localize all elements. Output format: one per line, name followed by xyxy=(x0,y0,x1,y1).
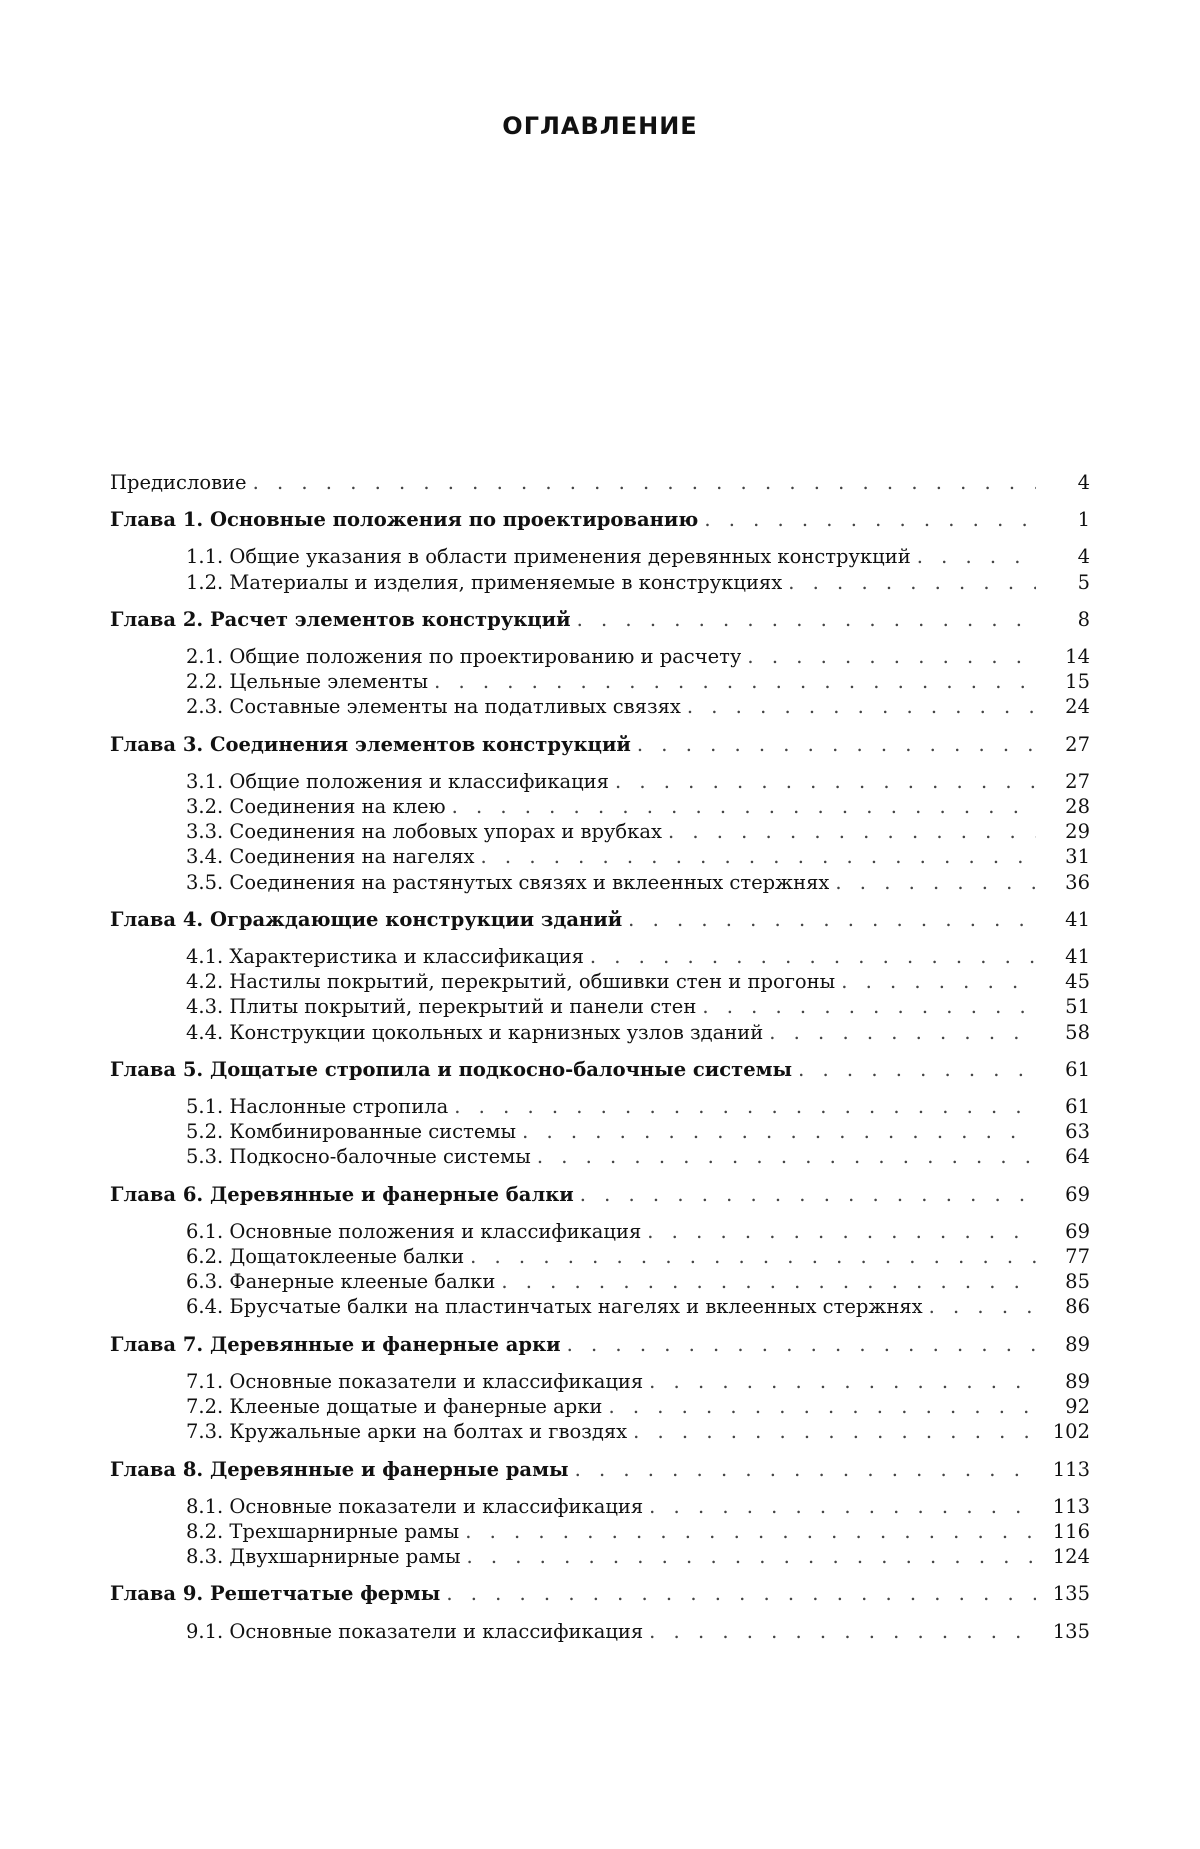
toc-section xyxy=(110,1494,1090,1519)
toc-section xyxy=(110,794,1090,819)
toc-entry-label: 6.1. Основные положения и классификация xyxy=(186,1219,642,1243)
toc-entry-label: 5.1. Наслонные стропила xyxy=(186,1095,449,1119)
toc-chapter xyxy=(110,1457,1090,1482)
toc-entry-label: 4.2. Настилы покрытий, перекрытий, обшивки стен и прогоны xyxy=(186,970,836,994)
dot-leader xyxy=(798,1057,1036,1082)
dot-leader xyxy=(466,1544,1036,1569)
toc-page-number: 64 xyxy=(1065,1145,1090,1169)
dot-leader xyxy=(835,870,1036,895)
toc-page-number: 86 xyxy=(1065,1295,1090,1319)
toc-chapter xyxy=(110,1581,1090,1606)
toc-entry-label: 3.1. Общие положения и классификация xyxy=(186,769,609,793)
dot-leader xyxy=(917,544,1036,569)
dot-leader xyxy=(577,607,1036,632)
dot-leader xyxy=(788,570,1036,595)
toc-section xyxy=(110,1119,1090,1144)
toc-section xyxy=(110,1020,1090,1045)
toc-section xyxy=(110,1094,1090,1119)
dot-leader xyxy=(470,1244,1036,1269)
toc-page-number: 41 xyxy=(1065,907,1090,931)
toc-section xyxy=(110,769,1090,794)
dot-leader xyxy=(687,694,1036,719)
toc-section xyxy=(110,1244,1090,1269)
toc-entry-label: Глава 6. Деревянные и фанерные балки xyxy=(110,1182,574,1206)
toc-entry-label: 4.4. Конструкции цокольных и карнизных узлов зданий xyxy=(186,1020,764,1044)
toc-page-number: 15 xyxy=(1065,670,1090,694)
dot-leader xyxy=(628,907,1036,932)
dot-leader xyxy=(702,994,1036,1019)
dot-leader xyxy=(501,1269,1036,1294)
toc-entry-label: Глава 8. Деревянные и фанерные рамы xyxy=(110,1457,569,1481)
dot-leader xyxy=(637,732,1036,757)
toc-section xyxy=(110,570,1090,595)
toc-entry-label: Глава 4. Ограждающие конструкции зданий xyxy=(110,907,623,931)
dot-leader xyxy=(668,819,1036,844)
toc-section xyxy=(110,944,1090,969)
toc-chapter xyxy=(110,732,1090,757)
dot-leader xyxy=(446,1581,1036,1606)
dot-leader xyxy=(465,1519,1036,1544)
toc-entry-label: 7.3. Кружальные арки на болтах и гвоздях xyxy=(186,1420,628,1444)
toc-page-number: 135 xyxy=(1052,1619,1090,1643)
toc-page-number: 135 xyxy=(1052,1582,1090,1606)
toc-entry-label: Глава 3. Соединения элементов конструкций xyxy=(110,732,631,756)
toc-page-number: 113 xyxy=(1052,1457,1090,1481)
dot-leader xyxy=(769,1020,1036,1045)
toc-section xyxy=(110,994,1090,1019)
toc-entry-label: 7.2. Клееные дощатые и фанерные арки xyxy=(186,1395,603,1419)
toc-entry-label: 1.1. Общие указания в области применения деревянных конструкций xyxy=(186,545,911,569)
dot-leader xyxy=(253,470,1036,495)
toc-entry-label: 8.3. Двухшарнирные рамы xyxy=(186,1545,461,1569)
toc-section xyxy=(110,1544,1090,1569)
toc-section xyxy=(110,1519,1090,1544)
toc-chapter xyxy=(110,607,1090,632)
dot-leader xyxy=(590,944,1036,969)
toc-section xyxy=(110,644,1090,669)
toc-section xyxy=(110,870,1090,895)
toc-section xyxy=(110,1219,1090,1244)
toc-page-number: 58 xyxy=(1065,1020,1090,1044)
toc-chapters xyxy=(110,507,1090,1644)
toc-entry-label: 3.3. Соединения на лобовых упорах и врубках xyxy=(186,820,662,844)
toc-entry-label: 6.4. Брусчатые балки на пластинчатых нагелях и вклеенных стержнях xyxy=(186,1295,923,1319)
toc-entry-label: 4.1. Характеристика и классификация xyxy=(186,945,584,969)
dot-leader xyxy=(649,1494,1036,1519)
toc-chapter xyxy=(110,1332,1090,1357)
dot-leader xyxy=(454,1094,1036,1119)
toc-page-number: 27 xyxy=(1065,732,1090,756)
toc-section xyxy=(110,1394,1090,1419)
toc-entry-label: 6.3. Фанерные клееные балки xyxy=(186,1270,496,1294)
toc-section xyxy=(110,1269,1090,1294)
dot-leader xyxy=(522,1119,1036,1144)
toc-section xyxy=(110,1369,1090,1394)
toc-entry-label: 1.2. Материалы и изделия, применяемые в конструкциях xyxy=(186,570,783,594)
toc-page-number: 61 xyxy=(1065,1057,1090,1081)
toc-page-number: 8 xyxy=(1077,607,1090,631)
toc-entry-label: 2.3. Составные элементы на податливых связях xyxy=(186,695,681,719)
toc-page-number: 1 xyxy=(1077,508,1090,532)
toc-page-number: 69 xyxy=(1065,1182,1090,1206)
toc-entry-label: 3.4. Соединения на нагелях xyxy=(186,845,475,869)
dot-leader xyxy=(704,507,1036,532)
toc-page-number: 51 xyxy=(1065,995,1090,1019)
dot-leader xyxy=(575,1457,1036,1482)
dot-leader xyxy=(608,1394,1036,1419)
toc-chapter xyxy=(110,507,1090,532)
toc-entry-label: Глава 7. Деревянные и фанерные арки xyxy=(110,1332,561,1356)
dot-leader xyxy=(649,1619,1036,1644)
toc-page-number: 89 xyxy=(1065,1332,1090,1356)
toc-page-number: 124 xyxy=(1052,1545,1090,1569)
toc-section xyxy=(110,969,1090,994)
dot-leader xyxy=(633,1419,1036,1444)
toc-entry-label: 9.1. Основные показатели и классификация xyxy=(186,1619,644,1643)
dot-leader xyxy=(747,644,1036,669)
toc-section xyxy=(110,694,1090,719)
toc-page-number: 102 xyxy=(1052,1420,1090,1444)
dot-leader xyxy=(580,1182,1036,1207)
toc-page-number: 29 xyxy=(1065,820,1090,844)
dot-leader xyxy=(452,794,1036,819)
toc-entry-label: 5.3. Подкосно-балочные системы xyxy=(186,1145,531,1169)
toc-page-number: 41 xyxy=(1065,945,1090,969)
toc-page-number: 89 xyxy=(1065,1369,1090,1393)
toc-page-number: 5 xyxy=(1077,570,1090,594)
toc-page-number: 69 xyxy=(1065,1219,1090,1243)
dot-leader xyxy=(649,1369,1036,1394)
toc-page-number: 28 xyxy=(1065,795,1090,819)
toc-section xyxy=(110,544,1090,569)
toc-entry-label: Глава 2. Расчет элементов конструкций xyxy=(110,607,571,631)
toc-page-number: 92 xyxy=(1065,1395,1090,1419)
toc-entry-label: Глава 5. Дощатые стропила и подкосно-балочные системы xyxy=(110,1057,793,1081)
table-of-contents xyxy=(110,470,1090,1644)
toc-entry-label: Предисловие xyxy=(110,471,247,494)
dot-leader xyxy=(615,769,1036,794)
toc-page-number: 63 xyxy=(1065,1120,1090,1144)
toc-entry-label: 3.2. Соединения на клею xyxy=(186,795,446,819)
toc-page-number: 116 xyxy=(1052,1519,1090,1543)
dot-leader xyxy=(647,1219,1036,1244)
toc-page-number: 24 xyxy=(1065,695,1090,719)
toc-page-number: 113 xyxy=(1052,1494,1090,1518)
dot-leader xyxy=(434,669,1036,694)
toc-entry-label: 6.2. Дощатоклееные балки xyxy=(186,1245,465,1269)
toc-entry-label: 4.3. Плиты покрытий, перекрытий и панели стен xyxy=(186,995,697,1019)
toc-entry-label: 2.1. Общие положения по проектированию и расчету xyxy=(186,645,742,669)
toc-page-number: 14 xyxy=(1065,645,1090,669)
toc-entry-label: Глава 1. Основные положения по проектированию xyxy=(110,508,699,532)
toc-preface xyxy=(110,470,1090,495)
toc-section xyxy=(110,669,1090,694)
toc-chapter xyxy=(110,907,1090,932)
toc-page-number: 27 xyxy=(1065,769,1090,793)
toc-page-number: 36 xyxy=(1065,870,1090,894)
page-title: ОГЛАВЛЕНИЕ xyxy=(502,112,698,140)
toc-page-number: 4 xyxy=(1077,471,1090,494)
dot-leader xyxy=(929,1294,1036,1319)
dot-leader xyxy=(537,1144,1036,1169)
toc-page-number: 61 xyxy=(1065,1095,1090,1119)
toc-entry-label: 5.2. Комбинированные системы xyxy=(186,1120,517,1144)
toc-section xyxy=(110,1619,1090,1644)
toc-page-number: 4 xyxy=(1077,545,1090,569)
toc-entry-label: 7.1. Основные показатели и классификация xyxy=(186,1369,644,1393)
toc-chapter xyxy=(110,1057,1090,1082)
toc-section xyxy=(110,819,1090,844)
toc-section xyxy=(110,1144,1090,1169)
toc-entry-label: Глава 9. Решетчатые фермы xyxy=(110,1582,441,1606)
dot-leader xyxy=(841,969,1036,994)
toc-section xyxy=(110,844,1090,869)
toc-entry-label: 3.5. Соединения на растянутых связях и вклеенных стержнях xyxy=(186,870,830,894)
toc-chapter xyxy=(110,1182,1090,1207)
dot-leader xyxy=(481,844,1036,869)
toc-entry-label: 8.1. Основные показатели и классификация xyxy=(186,1494,644,1518)
toc-page-number: 85 xyxy=(1065,1270,1090,1294)
toc-section xyxy=(110,1419,1090,1444)
toc-section xyxy=(110,1294,1090,1319)
toc-entry-label: 8.2. Трехшарнирные рамы xyxy=(186,1519,460,1543)
toc-page-number: 45 xyxy=(1065,970,1090,994)
dot-leader xyxy=(567,1332,1036,1357)
toc-entry-label: 2.2. Цельные элементы xyxy=(186,670,429,694)
toc-page-number: 77 xyxy=(1065,1245,1090,1269)
toc-page-number: 31 xyxy=(1065,845,1090,869)
